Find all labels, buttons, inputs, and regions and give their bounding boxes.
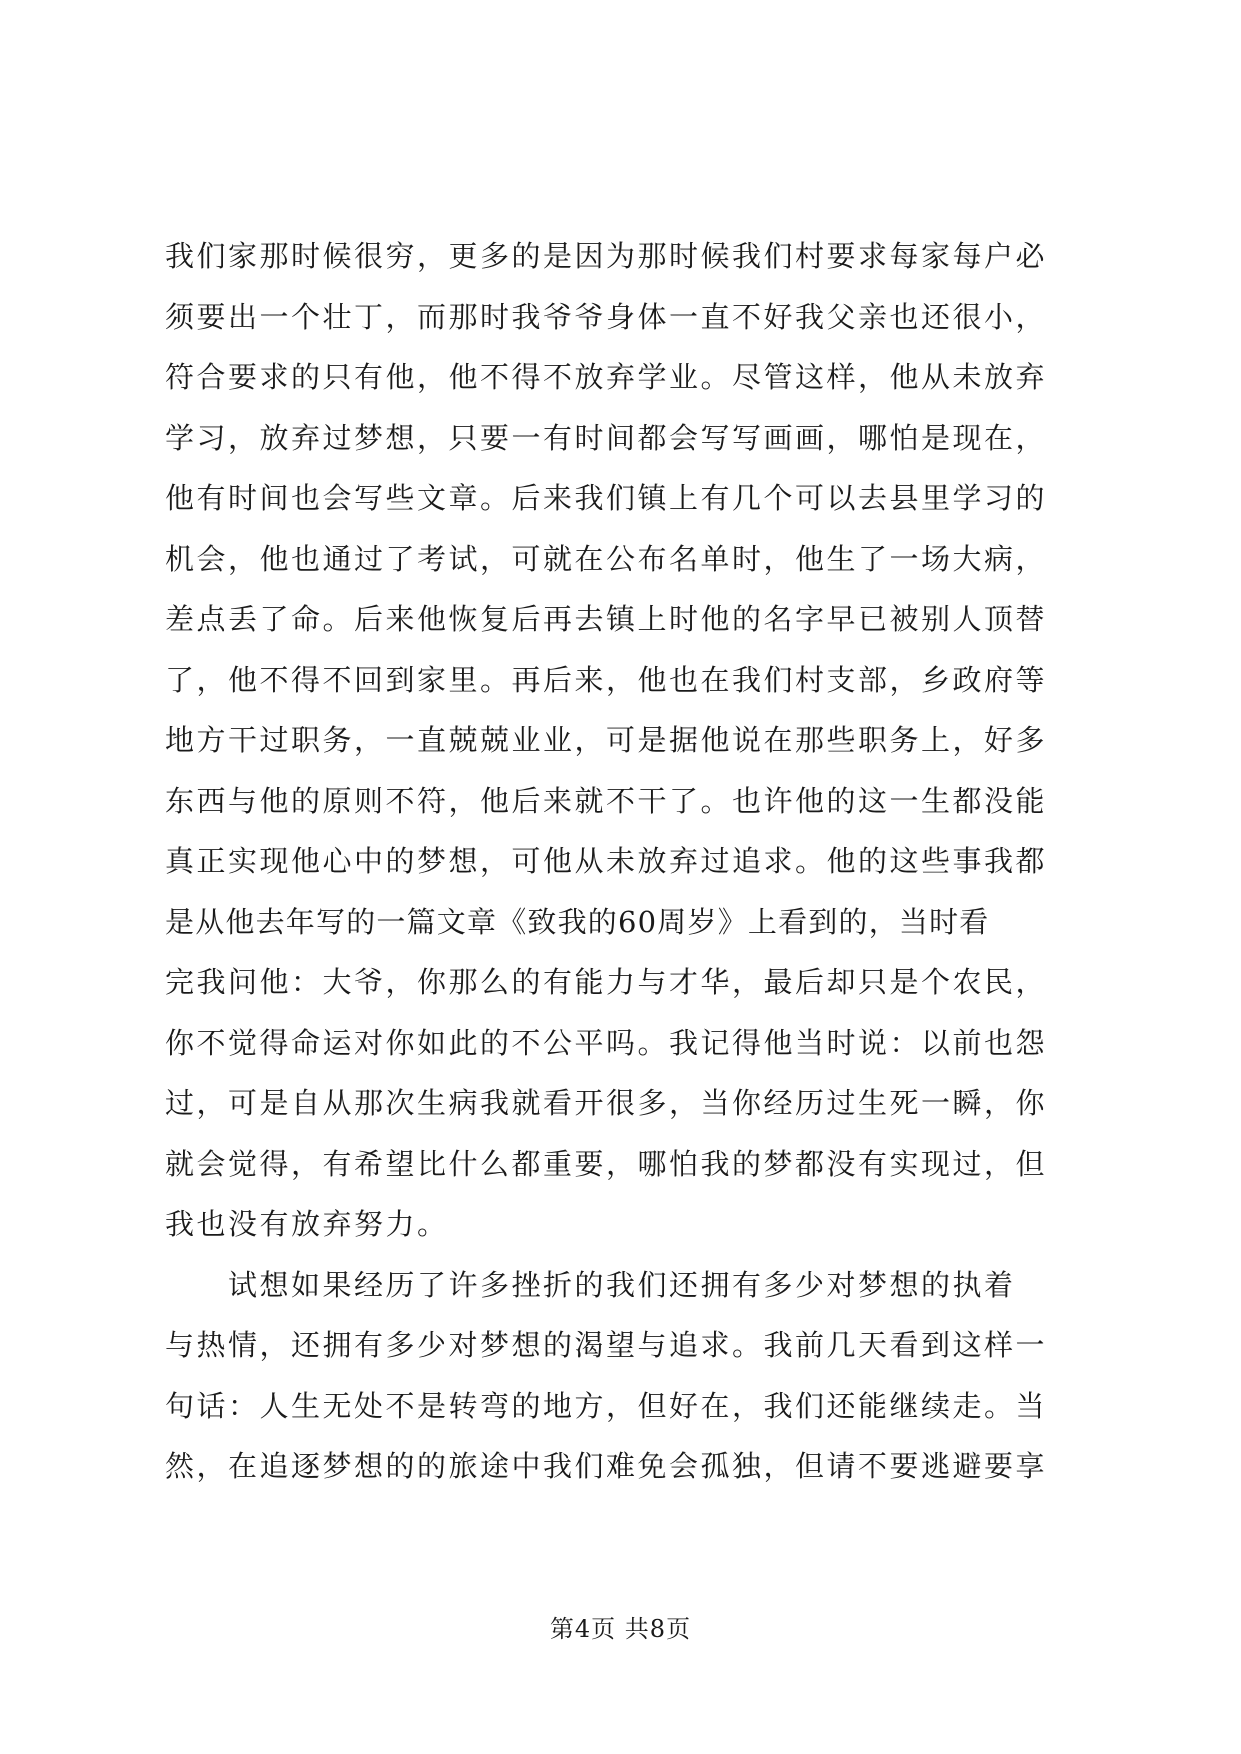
- paragraph-start-line: 试想如果经历了许多挫折的我们还拥有多少对梦想的执着: [165, 1267, 1016, 1302]
- text-line: 就会觉得，有希望比什么都重要，哪怕我的梦都没有实现过，但: [165, 1146, 1048, 1181]
- text-line: 差点丢了命。后来他恢复后再去镇上时他的名字早已被别人顶替: [165, 602, 1048, 636]
- text-line: 他有时间也会写些文章。后来我们镇上有几个可以去县里学习的: [165, 481, 1048, 515]
- text-line: 句话：人生无处不是转弯的地方，但好在，我们还能继续走。当: [165, 1388, 1048, 1423]
- text-line: 须要出一个壮丁，而那时我爷爷身体一直不好我父亲也还很小，: [165, 299, 1048, 334]
- text-line: 真正实现他心中的梦想，可他从未放弃过追求。他的这些事我都: [165, 844, 1048, 878]
- text-line: 与热情，还拥有多少对梦想的渴望与追求。我前几天看到这样一: [165, 1328, 1048, 1362]
- text-line: 我也没有放弃努力。: [165, 1207, 449, 1241]
- text-line: 东西与他的原则不符，他后来就不干了。也许他的这一生都没能: [165, 783, 1048, 818]
- text-line: 完我问他：大爷，你那么的有能力与才华，最后却只是个农民，: [165, 965, 1048, 999]
- text-line: 然，在追逐梦想的的旅途中我们难免会孤独，但请不要逃避要享: [165, 1449, 1048, 1483]
- text-line: 学习，放弃过梦想，只要一有时间都会写写画画，哪怕是现在，: [165, 420, 1048, 455]
- text-line: 是从他去年写的一篇文章《致我的60周岁》上看到的，当时看: [165, 904, 990, 939]
- text-line: 了，他不得不回到家里。再后来，他也在我们村支部，乡政府等: [165, 662, 1048, 697]
- text-line: 符合要求的只有他，他不得不放弃学业。尽管这样，他从未放弃: [165, 360, 1048, 394]
- text-line: 我们家那时候很穷，更多的是因为那时候我们村要求每家每户必: [165, 239, 1048, 273]
- text-line: 过，可是自从那次生病我就看开很多，当你经历过生死一瞬，你: [165, 1086, 1048, 1120]
- body-text: [165, 226, 1085, 1497]
- page-number-footer: 第4页 共8页: [549, 1615, 692, 1643]
- text-line: 你不觉得命运对你如此的不公平吗。我记得他当时说：以前也怨: [165, 1025, 1048, 1060]
- text-line: 机会，他也通过了考试，可就在公布名单时，他生了一场大病，: [165, 541, 1048, 576]
- text-line: 地方干过职务，一直兢兢业业，可是据他说在那些职务上，好多: [165, 723, 1048, 757]
